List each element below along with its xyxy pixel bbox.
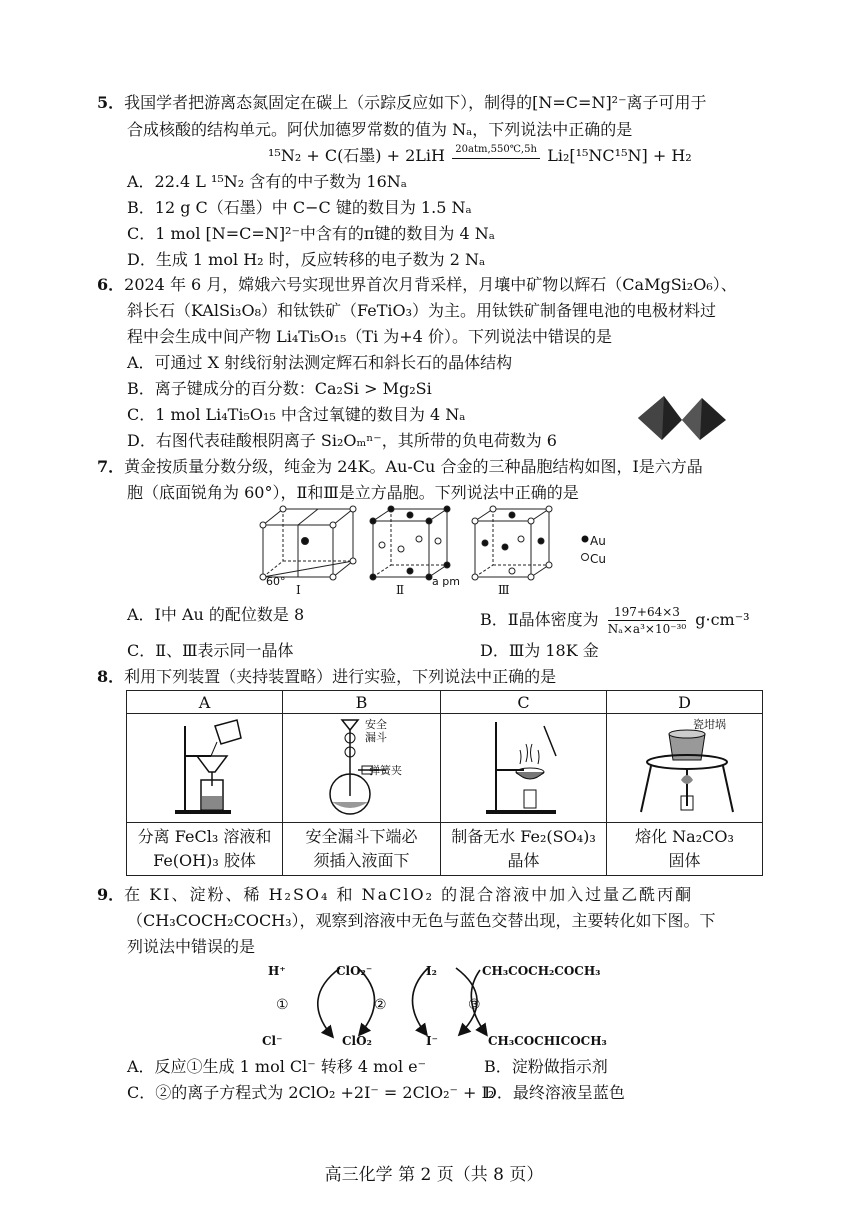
q9-option-b: B．淀粉做指示剂 (484, 1057, 608, 1076)
q9-option-c: C．②的离子方程式为 2ClO₂ +2I⁻ = 2ClO₂⁻ + I₂ (127, 1083, 495, 1102)
q7-stem-line1: 7．黄金按质量分数分级，纯金为 24K。Au-Cu 合金的三种晶胞结构如图，Ⅰ是六方晶 (97, 457, 703, 476)
q7-option-d: D．Ⅲ为 18K 金 (480, 641, 599, 660)
caption-b: 安全漏斗下端必 须插入液面下 (283, 823, 441, 876)
cell-ii-diagram (370, 506, 450, 580)
crucible-apparatus-image (625, 716, 745, 816)
q9-stem-line1: 9．在 KI、淀粉、稀 H₂SO₄ 和 NaClO₂ 的混合溶液中加入过量乙酰丙酮 (97, 885, 694, 904)
apparatus-d-cell (607, 714, 763, 823)
cell-label-i: Ⅰ (296, 583, 301, 597)
step-3-marker: ③ (468, 997, 481, 1013)
legend-au-label: Au (590, 534, 606, 548)
q5-stem-line1: 5．我国学者把游离态氮固定在碳上（示踪反应如下），制得的[N=C=N]²⁻离子可用于 (97, 93, 707, 112)
step-1-marker: ① (276, 997, 289, 1013)
header-a: A (127, 691, 283, 714)
cell-label-ii: Ⅱ (396, 583, 405, 597)
q7-option-c: C．Ⅱ、Ⅲ表示同一晶体 (127, 641, 294, 660)
q9-stem-line3: 列说法中错误的是 (127, 937, 256, 956)
q6-stem-line2: 斜长石（KAlSi₃O₈）和钛铁矿（FeTiO₃）为主。用钛铁矿制备锂电池的电极材料过 (127, 301, 717, 320)
q5-option-d: D．生成 1 mol H₂ 时，反应转移的电子数为 2 Nₐ (127, 250, 486, 269)
filtration-apparatus-image (145, 716, 265, 816)
species-clo2: ClO₂ (342, 1034, 372, 1048)
caption-d: 熔化 Na₂CO₃ 固体 (607, 823, 763, 876)
q6-option-a: A．可通过 X 射线衍射法测定辉石和斜长石的晶体结构 (127, 353, 513, 372)
d-label-crucible: 瓷坩埚 (693, 718, 726, 731)
q5-condition: 20atm,550℃,5h (455, 144, 537, 155)
q5-stem-line2: 合成核酸的结构单元。阿伏加德罗常数的值为 Nₐ，下列说法中正确的是 (127, 120, 633, 139)
q6-option-d: D．右图代表硅酸根阴离子 Si₂Oₘⁿ⁻，其所带的负电荷数为 6 (127, 431, 557, 450)
q9-option-d: D．最终溶液呈蓝色 (484, 1083, 625, 1102)
legend-cu-label: Cu (590, 552, 606, 566)
density-denominator: Nₐ×a³×10⁻³⁰ (607, 622, 687, 636)
species-iminus: I⁻ (426, 1034, 438, 1048)
apparatus-a-cell (127, 714, 283, 823)
species-i2: I₂ (426, 964, 437, 978)
cell-i-diagram (260, 506, 356, 580)
apparatus-c-cell (441, 714, 607, 823)
species-acac: CH₃COCH₂COCH₃ (482, 964, 601, 978)
header-c: C (441, 691, 607, 714)
q5-option-a: A．22.4 L ¹⁵N₂ 含有的中子数为 16Nₐ (127, 172, 407, 191)
q6-stem-line3: 程中会生成中间产物 Li₄Ti₅O₁₅（Ti 为+4 价）。下列说法中错误的是 (127, 327, 612, 346)
header-d: D (607, 691, 763, 714)
q9-option-a: A．反应①生成 1 mol Cl⁻ 转移 4 mol e⁻ (127, 1057, 427, 1076)
header-b: B (283, 691, 441, 714)
q6-stem-line1: 6．2024 年 6 月，嫦娥六号实现世界首次月背采样，月壤中矿物以辉石（CaMgSi₂O₆）、 (97, 275, 737, 294)
legend-au-marker (582, 536, 589, 543)
evaporation-apparatus-image (464, 716, 584, 816)
b-label-funnel: 漏斗 (365, 731, 387, 744)
silicate-tetrahedra-figure (634, 392, 730, 444)
q5-option-b: B．12 g C（石墨）中 C−C 键的数目为 1.5 Nₐ (127, 198, 472, 217)
density-numerator: 197+64×3 (608, 604, 686, 621)
apparatus-b-cell (283, 714, 441, 823)
b-label-safety: 安全 (365, 718, 387, 731)
cell-iii-diagram (472, 506, 552, 580)
q6-option-c: C．1 mol Li₄Ti₅O₁₅ 中含过氧键的数目为 4 Nₐ (127, 405, 466, 424)
species-clo2minus: ClO₂⁻ (336, 964, 373, 978)
safety-funnel-apparatus-image (302, 716, 422, 816)
q5-option-c: C．1 mol [N=C=N]²⁻中含有的π键的数目为 4 Nₐ (127, 224, 495, 243)
page-footer: 高三化学 第 2 页（共 8 页） (324, 1165, 544, 1185)
legend-cu-marker (582, 554, 589, 561)
apm-label: a pm (432, 575, 460, 588)
species-clminus: Cl⁻ (262, 1034, 283, 1048)
cell-label-iii: Ⅲ (498, 583, 510, 597)
q7-stem-line2: 胞（底面锐角为 60°），Ⅱ和Ⅲ是立方晶胞。下列说法中正确的是 (127, 483, 579, 502)
apparatus-table (126, 690, 763, 876)
q5-equation: ¹⁵N₂ + C(石墨) + 2LiH 20atm,550℃,5h Li₂[¹⁵NC¹⁵N] + H₂ (268, 144, 692, 165)
q8-stem: 8．利用下列装置（夹持装置略）进行实验，下列说法中正确的是 (97, 667, 557, 686)
species-hplus: H⁺ (268, 964, 286, 978)
caption-c: 制备无水 Fe₂(SO₄)₃ 晶体 (441, 823, 607, 876)
q6-option-b: B．离子键成分的百分数：Ca₂Si > Mg₂Si (127, 379, 432, 398)
b-label-clamp: 弹簧夹 (369, 764, 402, 777)
angle-label: 60° (266, 575, 286, 588)
caption-a: 分离 FeCl₃ 溶液和 Fe(OH)₃ 胶体 (127, 823, 283, 876)
q9-stem-line2: （CH₃COCH₂COCH₃），观察到溶液中无色与蓝色交替出现，主要转化如下图。下 (127, 911, 716, 930)
step-2-marker: ② (374, 997, 387, 1013)
species-product: CH₃COCHICOCH₃ (488, 1034, 607, 1048)
q7-option-a: A．Ⅰ中 Au 的配位数是 8 (127, 605, 305, 624)
q7-option-b: B．Ⅱ晶体密度为 $\frac{197+64\times 3}{\text{Nₐ×a³×10⁻³⁰}}$ g·cm⁻³ (480, 605, 750, 636)
